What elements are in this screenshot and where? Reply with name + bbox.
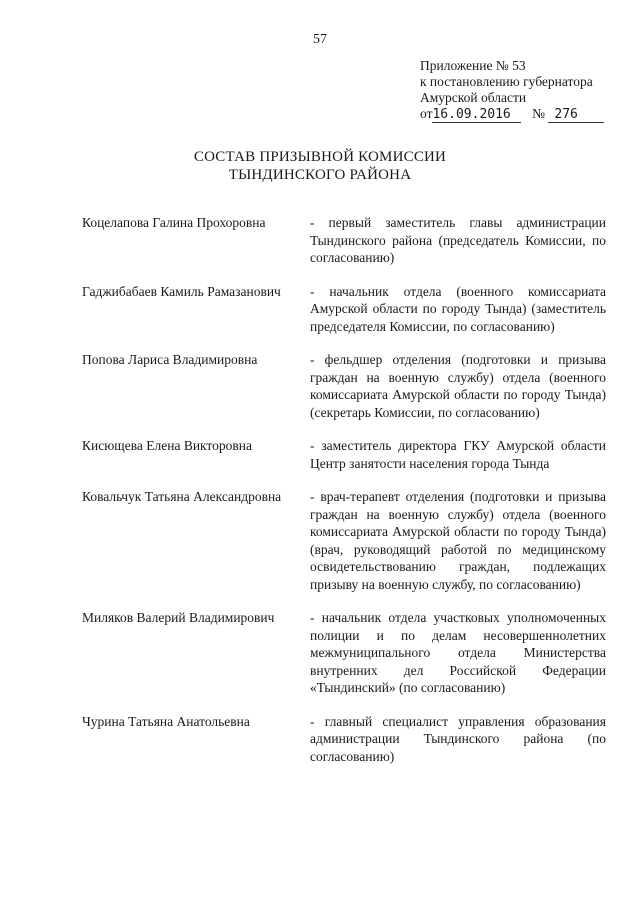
member-role: - главный специалист управления образования администрации Тындинского района (по согласованию) (310, 713, 606, 764)
member-name: Кисющева Елена Викторовна (82, 438, 252, 453)
member-role: - фельдшер отделения (подготовки и призыва граждан на военную службу) отдела (военного комиссариата Амурской области по городу Тында) (секретарь Комиссии, по согласованию) (310, 352, 606, 420)
member-role: - начальник отдела (военного комиссариата Амурской области по городу Тында) (заместитель председателя Комиссии, по согласованию) (310, 283, 606, 334)
member-name: Ковальчук Татьяна Александровна (82, 489, 282, 504)
member-row (82, 488, 606, 593)
appendix-date-line (420, 106, 620, 123)
decree-number: 276 (548, 107, 603, 123)
member-role: - начальник отдела участковых уполномоченных полиции и по делам несовершеннолетних межмуниципального отдела Министерства внутренних дел Российской Федерации «Тындинский» (по согласованию) (310, 610, 606, 695)
member-name: Гаджибабаев Камиль Рамазанович (82, 283, 281, 299)
member-role: - врач-терапевт отделения (подготовки и призыва граждан на военную службу) отдела (военного комиссариата Амурской области по городу Тында) (врач, руководящий работой по медицинскому освидетельствованию граждан, подлежащих призыву на военную службу, по согласованию) (310, 489, 606, 592)
appendix-line-2: к постановлению губернатора (420, 74, 593, 89)
member-role: - заместитель директора ГКУ Амурской области Центр занятости населения города Тында (310, 438, 606, 471)
title-line-2: ТЫНДИНСКОГО РАЙОНА (228, 167, 412, 183)
member-name: Миляков Валерий Владимирович (82, 610, 275, 625)
appendix-line-3: Амурской области (420, 90, 527, 105)
decree-date: 16.09.2016 (432, 107, 520, 123)
document-title (0, 148, 640, 184)
member-role: - первый заместитель главы администрации Тындинского района (председатель Комиссии, по согласованию) (310, 215, 606, 265)
member-name: Чурина Татьяна Анатольевна (82, 713, 250, 729)
member-row (82, 437, 606, 472)
member-row (82, 351, 606, 421)
page-number: 57 (313, 32, 327, 47)
member-row (82, 713, 606, 766)
member-name: Попова Лариса Владимировна (82, 352, 258, 367)
from-label: от (420, 106, 433, 121)
appendix-header (420, 58, 620, 123)
member-row (82, 214, 606, 267)
member-row (82, 609, 606, 697)
appendix-line-1: Приложение № 53 (420, 58, 526, 73)
title-line-1: СОСТАВ ПРИЗЫВНОЙ КОМИССИИ (193, 149, 447, 165)
member-row (82, 283, 606, 336)
number-label: № (532, 106, 546, 121)
commission-members-list (82, 214, 606, 781)
member-name: Коцелапова Галина Прохоровна (82, 215, 266, 230)
